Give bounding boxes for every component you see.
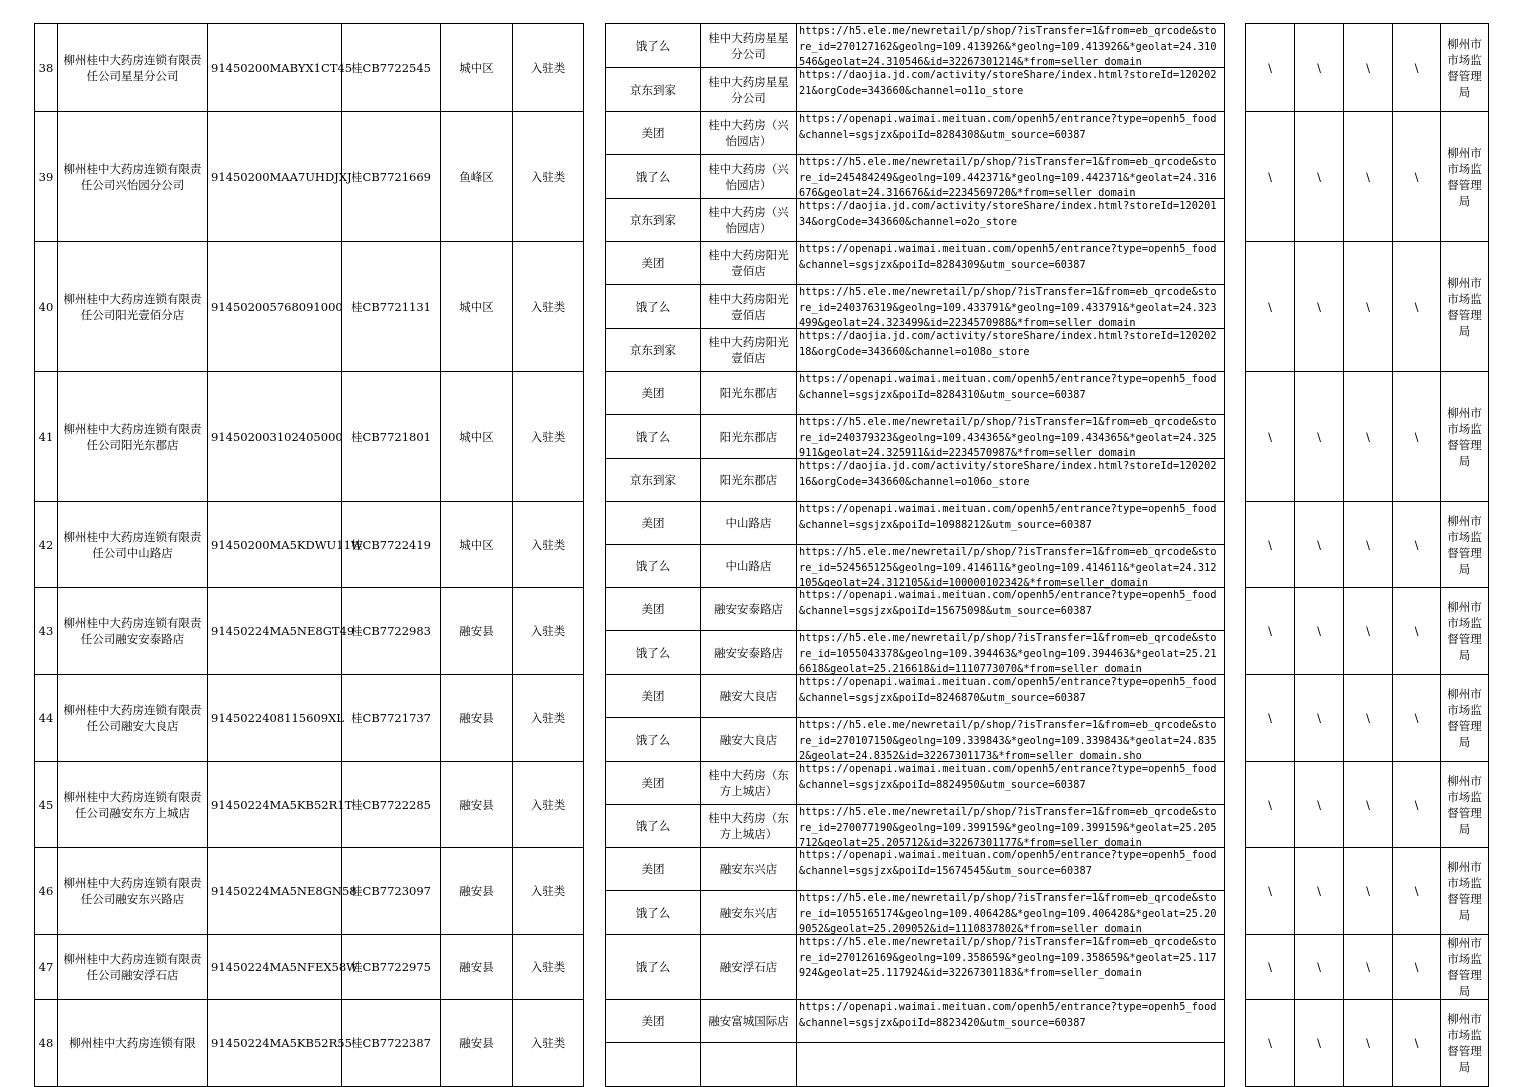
- column-gap-spacer: [584, 1000, 606, 1087]
- empty-mark-cell: \: [1393, 112, 1441, 242]
- store-name-cell: [701, 1043, 797, 1087]
- store-url-link[interactable]: https://h5.ele.me/newretail/p/shop/?isTransfer=1&from=eb_qrcode&store_id=1055043378&geolng=109.394463&*geolng=109.394463&*geolat=25.216618&geolat=25.216618&id=1110773070&*from=seller_domain: [799, 633, 1217, 675]
- store-name-cell: 中山路店: [701, 502, 797, 545]
- column-gap-spacer: [1225, 935, 1246, 1000]
- store-url-cell[interactable]: [797, 285, 1225, 329]
- store-url-cell[interactable]: [797, 675, 1225, 718]
- empty-mark-cell: \: [1393, 1000, 1441, 1087]
- license-number-cell: 桂CB7722419: [342, 502, 441, 588]
- store-url-link[interactable]: https://openapi.waimai.meituan.com/openh5/entrance?type=openh5_food&channel=sgsjzx&poiId=8823420&utm_source=60387: [799, 1002, 1217, 1029]
- license-number-cell: 桂CB7723097: [342, 848, 441, 935]
- store-url-link[interactable]: [799, 1043, 1222, 1085]
- store-url-link[interactable]: https://openapi.waimai.meituan.com/openh5/entrance?type=openh5_food&channel=sgsjzx&poiId=10988212&utm_source=60387: [799, 504, 1217, 531]
- store-name-cell: 桂中大药房（兴怡园店）: [701, 199, 797, 242]
- platform-cell: 饿了么: [606, 935, 701, 1000]
- store-url-cell[interactable]: [797, 935, 1225, 1000]
- platform-cell: 饿了么: [606, 545, 701, 588]
- store-url-link[interactable]: https://openapi.waimai.meituan.com/openh5/entrance?type=openh5_food&channel=sgsjzx&poiId=15675098&utm_source=60387: [799, 590, 1217, 617]
- store-url-link[interactable]: https://h5.ele.me/newretail/p/shop/?isTransfer=1&from=eb_qrcode&store_id=1055165174&geolng=109.406428&*geolng=109.406428&*geolat=25.209052&geolat=25.209052&id=1110837802&*from=seller_domain: [799, 893, 1217, 935]
- credit-code-cell: 914502003102405000: [208, 372, 342, 502]
- category-cell: 入驻类: [513, 935, 584, 1000]
- credit-code-cell: 91450200MA5KDWU11W: [208, 502, 342, 588]
- license-number-cell: 桂CB7722387: [342, 1000, 441, 1087]
- store-url-cell[interactable]: [797, 459, 1225, 502]
- store-url-link[interactable]: https://h5.ele.me/newretail/p/shop/?isTransfer=1&from=eb_qrcode&store_id=270107150&geolng=109.339843&*geolng=109.339843&*geolat=24.8352&geolat=24.8352&id=32267301173&*from=seller_domain.sho: [799, 720, 1217, 762]
- license-number-cell: 桂CB7722285: [342, 762, 441, 848]
- store-name-cell: 阳光东郡店: [701, 459, 797, 502]
- store-url-link[interactable]: https://openapi.waimai.meituan.com/openh5/entrance?type=openh5_food&channel=sgsjzx&poiId=8246870&utm_source=60387: [799, 677, 1217, 704]
- platform-cell: 美团: [606, 242, 701, 285]
- store-name-cell: 融安浮石店: [701, 935, 797, 1000]
- company-name-cell: 柳州桂中大药房连锁有限责任公司兴怡园分公司: [58, 112, 208, 242]
- empty-mark-cell: \: [1344, 112, 1393, 242]
- empty-mark-cell: \: [1295, 848, 1344, 935]
- district-cell: 融安县: [441, 848, 513, 935]
- authority-cell: 柳州市市场监督管理局: [1441, 112, 1489, 242]
- credit-code-cell: 9145022408115609XL: [208, 675, 342, 762]
- seq-number-cell: 43: [35, 588, 58, 675]
- platform-cell: 饿了么: [606, 631, 701, 675]
- store-url-link[interactable]: https://h5.ele.me/newretail/p/shop/?isTransfer=1&from=eb_qrcode&store_id=240379323&geolng=109.434365&*geolng=109.434365&*geolat=24.325911&geolat=24.325911&id=2234570987&*from=seller_domain: [799, 417, 1217, 459]
- empty-mark-cell: \: [1246, 24, 1295, 112]
- store-name-cell: 阳光东郡店: [701, 415, 797, 459]
- district-cell: 城中区: [441, 242, 513, 372]
- column-gap-spacer: [1225, 675, 1246, 762]
- category-cell: 入驻类: [513, 242, 584, 372]
- empty-mark-cell: \: [1393, 675, 1441, 762]
- platform-cell: 京东到家: [606, 68, 701, 112]
- store-url-link[interactable]: https://openapi.waimai.meituan.com/openh5/entrance?type=openh5_food&channel=sgsjzx&poiId=8284309&utm_source=60387: [799, 244, 1217, 271]
- license-number-cell: 桂CB7722983: [342, 588, 441, 675]
- store-url-cell[interactable]: [797, 199, 1225, 242]
- empty-mark-cell: \: [1246, 112, 1295, 242]
- store-name-cell: 桂中大药房星星分公司: [701, 24, 797, 68]
- district-cell: 城中区: [441, 372, 513, 502]
- store-url-cell[interactable]: [797, 545, 1225, 588]
- store-url-link[interactable]: https://h5.ele.me/newretail/p/shop/?isTransfer=1&from=eb_qrcode&store_id=245484249&geolng=109.442371&*geolng=109.442371&*geolat=24.316676&geolat=24.316676&id=2234569720&*from=seller_domain: [799, 157, 1217, 199]
- column-gap-spacer: [584, 848, 606, 935]
- company-name-cell: 柳州桂中大药房连锁有限责任公司中山路店: [58, 502, 208, 588]
- seq-number-cell: 44: [35, 675, 58, 762]
- district-cell: 融安县: [441, 675, 513, 762]
- store-url-link[interactable]: https://openapi.waimai.meituan.com/openh5/entrance?type=openh5_food&channel=sgsjzx&poiId=8284310&utm_source=60387: [799, 374, 1217, 401]
- store-name-cell: 桂中大药房（兴怡园店）: [701, 112, 797, 155]
- column-gap-spacer: [584, 112, 606, 242]
- store-url-link[interactable]: https://h5.ele.me/newretail/p/shop/?isTransfer=1&from=eb_qrcode&store_id=270126169&geolng=109.358659&*geolng=109.358659&*geolat=25.117924&geolat=25.117924&id=32267301183&*from=seller_domain: [799, 937, 1217, 979]
- store-url-link[interactable]: https://daojia.jd.com/activity/storeShare/index.html?storeId=12020216&orgCode=343660&channel=o106o_store: [799, 461, 1217, 488]
- category-cell: 入驻类: [513, 372, 584, 502]
- district-cell: 融安县: [441, 935, 513, 1000]
- platform-cell: 美团: [606, 502, 701, 545]
- column-gap-spacer: [584, 935, 606, 1000]
- store-name-cell: 桂中大药房（东方上城店）: [701, 762, 797, 805]
- platform-cell: 美团: [606, 112, 701, 155]
- column-gap-spacer: [584, 242, 606, 372]
- category-cell: 入驻类: [513, 588, 584, 675]
- category-cell: 入驻类: [513, 848, 584, 935]
- store-url-cell[interactable]: [797, 1043, 1225, 1087]
- platform-cell: 饿了么: [606, 415, 701, 459]
- authority-cell: 柳州市市场监督管理局: [1441, 502, 1489, 588]
- credit-code-cell: 91450224MA5KB52R55: [208, 1000, 342, 1087]
- store-url-link[interactable]: https://openapi.waimai.meituan.com/openh5/entrance?type=openh5_food&channel=sgsjzx&poiId=15674545&utm_source=60387: [799, 850, 1217, 877]
- column-gap-spacer: [1225, 24, 1246, 112]
- column-gap-spacer: [584, 502, 606, 588]
- table-row: [35, 242, 1489, 285]
- store-name-cell: 融安大良店: [701, 718, 797, 762]
- store-name-cell: 融安大良店: [701, 675, 797, 718]
- column-gap-spacer: [1225, 588, 1246, 675]
- credit-code-cell: 91450224MA5NFEX58W: [208, 935, 342, 1000]
- store-registry-table: [34, 23, 1489, 1087]
- store-url-cell[interactable]: [797, 631, 1225, 675]
- credit-code-cell: 91450224MA5NE8GT49: [208, 588, 342, 675]
- empty-mark-cell: \: [1393, 588, 1441, 675]
- store-name-cell: 桂中大药房（东方上城店）: [701, 805, 797, 848]
- store-url-link[interactable]: https://daojia.jd.com/activity/storeShare/index.html?storeId=12020218&orgCode=343660&channel=o108o_store: [799, 331, 1217, 358]
- column-gap-spacer: [1225, 502, 1246, 588]
- platform-cell: 美团: [606, 848, 701, 891]
- company-name-cell: 柳州桂中大药房连锁有限责任公司融安东方上城店: [58, 762, 208, 848]
- table-row: [35, 762, 1489, 805]
- authority-cell: 柳州市市场监督管理局: [1441, 24, 1489, 112]
- table-row: [35, 848, 1489, 891]
- license-number-cell: 桂CB7721669: [342, 112, 441, 242]
- table-row: [35, 675, 1489, 718]
- store-url-cell[interactable]: [797, 805, 1225, 848]
- authority-cell: 柳州市市场监督管理局: [1441, 242, 1489, 372]
- table-row: [35, 588, 1489, 631]
- license-number-cell: 桂CB7722975: [342, 935, 441, 1000]
- company-name-cell: 柳州桂中大药房连锁有限责任公司融安大良店: [58, 675, 208, 762]
- empty-mark-cell: \: [1393, 24, 1441, 112]
- empty-mark-cell: \: [1344, 762, 1393, 848]
- platform-cell: 美团: [606, 762, 701, 805]
- empty-mark-cell: \: [1344, 242, 1393, 372]
- district-cell: 融安县: [441, 588, 513, 675]
- platform-cell: 京东到家: [606, 329, 701, 372]
- empty-mark-cell: \: [1344, 675, 1393, 762]
- column-gap-spacer: [1225, 848, 1246, 935]
- platform-cell: 京东到家: [606, 199, 701, 242]
- category-cell: 入驻类: [513, 675, 584, 762]
- column-gap-spacer: [1225, 372, 1246, 502]
- empty-mark-cell: \: [1295, 242, 1344, 372]
- empty-mark-cell: \: [1344, 502, 1393, 588]
- platform-cell: 饿了么: [606, 891, 701, 935]
- seq-number-cell: 48: [35, 1000, 58, 1087]
- district-cell: 鱼峰区: [441, 112, 513, 242]
- empty-mark-cell: \: [1393, 935, 1441, 1000]
- store-url-cell[interactable]: [797, 718, 1225, 762]
- store-name-cell: 融安富城国际店: [701, 1000, 797, 1043]
- store-url-link[interactable]: https://h5.ele.me/newretail/p/shop/?isTransfer=1&from=eb_qrcode&store_id=524565125&geolng=109.414611&*geolng=109.414611&*geolat=24.312105&geolat=24.312105&id=100000102342&*from=seller_domain: [799, 547, 1217, 589]
- store-url-cell[interactable]: [797, 155, 1225, 199]
- empty-mark-cell: \: [1295, 112, 1344, 242]
- store-url-cell[interactable]: [797, 762, 1225, 805]
- district-cell: 融安县: [441, 1000, 513, 1087]
- empty-mark-cell: \: [1393, 242, 1441, 372]
- empty-mark-cell: \: [1246, 848, 1295, 935]
- store-url-cell[interactable]: [797, 68, 1225, 112]
- column-gap-spacer: [584, 762, 606, 848]
- store-url-cell[interactable]: [797, 112, 1225, 155]
- category-cell: 入驻类: [513, 112, 584, 242]
- store-url-cell[interactable]: [797, 848, 1225, 891]
- store-name-cell: 融安安泰路店: [701, 631, 797, 675]
- empty-mark-cell: \: [1295, 502, 1344, 588]
- platform-cell: 美团: [606, 675, 701, 718]
- empty-mark-cell: \: [1344, 588, 1393, 675]
- empty-mark-cell: \: [1246, 1000, 1295, 1087]
- store-name-cell: 桂中大药房星星分公司: [701, 68, 797, 112]
- empty-mark-cell: \: [1344, 935, 1393, 1000]
- credit-code-cell: 914502005768091000: [208, 242, 342, 372]
- empty-mark-cell: \: [1246, 675, 1295, 762]
- empty-mark-cell: \: [1246, 372, 1295, 502]
- authority-cell: 柳州市市场监督管理局: [1441, 588, 1489, 675]
- column-gap-spacer: [584, 24, 606, 112]
- store-url-cell[interactable]: [797, 588, 1225, 631]
- district-cell: 融安县: [441, 762, 513, 848]
- empty-mark-cell: \: [1393, 762, 1441, 848]
- store-url-link[interactable]: https://daojia.jd.com/activity/storeShare/index.html?storeId=12020134&orgCode=343660&channel=o2o_store: [799, 201, 1217, 228]
- empty-mark-cell: \: [1295, 675, 1344, 762]
- empty-mark-cell: \: [1344, 24, 1393, 112]
- company-name-cell: 柳州桂中大药房连锁有限责任公司融安东兴路店: [58, 848, 208, 935]
- seq-number-cell: 38: [35, 24, 58, 112]
- license-number-cell: 桂CB7721801: [342, 372, 441, 502]
- empty-mark-cell: \: [1295, 935, 1344, 1000]
- seq-number-cell: 39: [35, 112, 58, 242]
- seq-number-cell: 45: [35, 762, 58, 848]
- empty-mark-cell: \: [1393, 372, 1441, 502]
- license-number-cell: 桂CB7722545: [342, 24, 441, 112]
- company-name-cell: 柳州桂中大药房连锁有限责任公司阳光东郡店: [58, 372, 208, 502]
- store-url-link[interactable]: https://openapi.waimai.meituan.com/openh5/entrance?type=openh5_food&channel=sgsjzx&poiId=8284308&utm_source=60387: [799, 114, 1217, 141]
- category-cell: 入驻类: [513, 24, 584, 112]
- seq-number-cell: 42: [35, 502, 58, 588]
- license-number-cell: 桂CB7721737: [342, 675, 441, 762]
- platform-cell: 京东到家: [606, 459, 701, 502]
- category-cell: 入驻类: [513, 1000, 584, 1087]
- store-name-cell: 融安东兴店: [701, 848, 797, 891]
- store-url-cell[interactable]: [797, 415, 1225, 459]
- seq-number-cell: 46: [35, 848, 58, 935]
- spreadsheet-page: [34, 23, 1488, 1074]
- platform-cell: 饿了么: [606, 24, 701, 68]
- store-url-link[interactable]: https://h5.ele.me/newretail/p/shop/?isTransfer=1&from=eb_qrcode&store_id=240376319&geolng=109.433791&*geolng=109.433791&*geolat=24.323499&geolat=24.323499&id=2234570988&*from=seller_domain: [799, 287, 1217, 329]
- credit-code-cell: 91450200MABYX1CT45: [208, 24, 342, 112]
- store-name-cell: 桂中大药房（兴怡园店）: [701, 155, 797, 199]
- column-gap-spacer: [584, 675, 606, 762]
- empty-mark-cell: \: [1393, 848, 1441, 935]
- empty-mark-cell: \: [1246, 762, 1295, 848]
- store-url-link[interactable]: https://h5.ele.me/newretail/p/shop/?isTransfer=1&from=eb_qrcode&store_id=270077190&geolng=109.399159&*geolng=109.399159&*geolat=25.205712&geolat=25.205712&id=32267301177&*from=seller_domain: [799, 807, 1217, 849]
- store-url-cell[interactable]: [797, 502, 1225, 545]
- store-url-link[interactable]: https://daojia.jd.com/activity/storeShare/index.html?storeId=12020221&orgCode=343660&channel=o11o_store: [799, 70, 1217, 97]
- platform-cell: 美团: [606, 1000, 701, 1043]
- store-url-link[interactable]: https://openapi.waimai.meituan.com/openh5/entrance?type=openh5_food&channel=sgsjzx&poiId=8824950&utm_source=60387: [799, 764, 1217, 791]
- store-url-link[interactable]: https://h5.ele.me/newretail/p/shop/?isTransfer=1&from=eb_qrcode&store_id=270127162&geolng=109.413926&*geolng=109.413926&*geolat=24.310546&geolat=24.310546&id=32267301214&*from=seller_domain: [799, 26, 1217, 68]
- empty-mark-cell: \: [1246, 935, 1295, 1000]
- platform-cell: 饿了么: [606, 155, 701, 199]
- store-url-cell[interactable]: [797, 242, 1225, 285]
- credit-code-cell: 91450224MA5NE8GN58: [208, 848, 342, 935]
- seq-number-cell: 40: [35, 242, 58, 372]
- store-url-cell[interactable]: [797, 891, 1225, 935]
- empty-mark-cell: \: [1295, 1000, 1344, 1087]
- credit-code-cell: 91450200MAA7UHDJXJ: [208, 112, 342, 242]
- authority-cell: 柳州市市场监督管理局: [1441, 675, 1489, 762]
- column-gap-spacer: [584, 372, 606, 502]
- column-gap-spacer: [1225, 242, 1246, 372]
- empty-mark-cell: \: [1246, 502, 1295, 588]
- column-gap-spacer: [1225, 762, 1246, 848]
- store-name-cell: 融安安泰路店: [701, 588, 797, 631]
- authority-cell: 柳州市市场监督管理局: [1441, 848, 1489, 935]
- column-gap-spacer: [1225, 1000, 1246, 1087]
- table-row: [35, 372, 1489, 415]
- empty-mark-cell: \: [1295, 372, 1344, 502]
- empty-mark-cell: \: [1295, 588, 1344, 675]
- store-url-cell[interactable]: [797, 329, 1225, 372]
- store-name-cell: 桂中大药房阳光壹佰店: [701, 285, 797, 329]
- authority-cell: 柳州市市场监督管理局: [1441, 372, 1489, 502]
- table-row: [35, 1000, 1489, 1043]
- table-row: [35, 24, 1489, 68]
- company-name-cell: 柳州桂中大药房连锁有限责任公司星星分公司: [58, 24, 208, 112]
- platform-cell: 饿了么: [606, 718, 701, 762]
- platform-cell: [606, 1043, 701, 1087]
- store-name-cell: 中山路店: [701, 545, 797, 588]
- empty-mark-cell: \: [1344, 372, 1393, 502]
- empty-mark-cell: \: [1393, 502, 1441, 588]
- company-name-cell: 柳州桂中大药房连锁有限责任公司融安浮石店: [58, 935, 208, 1000]
- platform-cell: 饿了么: [606, 285, 701, 329]
- authority-cell: 柳州市市场监督管理局: [1441, 1000, 1489, 1087]
- district-cell: 城中区: [441, 24, 513, 112]
- store-name-cell: 桂中大药房阳光壹佰店: [701, 242, 797, 285]
- license-number-cell: 桂CB7721131: [342, 242, 441, 372]
- authority-cell: 柳州市市场监督管理局: [1441, 935, 1489, 1000]
- store-url-cell[interactable]: [797, 1000, 1225, 1043]
- store-name-cell: 融安东兴店: [701, 891, 797, 935]
- district-cell: 城中区: [441, 502, 513, 588]
- company-name-cell: 柳州桂中大药房连锁有限: [58, 1000, 208, 1087]
- column-gap-spacer: [584, 588, 606, 675]
- store-url-cell[interactable]: [797, 372, 1225, 415]
- store-name-cell: 桂中大药房阳光壹佰店: [701, 329, 797, 372]
- empty-mark-cell: \: [1246, 242, 1295, 372]
- store-url-cell[interactable]: [797, 24, 1225, 68]
- platform-cell: 美团: [606, 588, 701, 631]
- column-gap-spacer: [1225, 112, 1246, 242]
- platform-cell: 美团: [606, 372, 701, 415]
- platform-cell: 饿了么: [606, 805, 701, 848]
- empty-mark-cell: \: [1295, 24, 1344, 112]
- seq-number-cell: 47: [35, 935, 58, 1000]
- credit-code-cell: 91450224MA5KB52R1T: [208, 762, 342, 848]
- table-row: [35, 112, 1489, 155]
- empty-mark-cell: \: [1295, 762, 1344, 848]
- empty-mark-cell: \: [1246, 588, 1295, 675]
- seq-number-cell: 41: [35, 372, 58, 502]
- category-cell: 入驻类: [513, 762, 584, 848]
- empty-mark-cell: \: [1344, 1000, 1393, 1087]
- authority-cell: 柳州市市场监督管理局: [1441, 762, 1489, 848]
- table-row: [35, 502, 1489, 545]
- store-name-cell: 阳光东郡店: [701, 372, 797, 415]
- company-name-cell: 柳州桂中大药房连锁有限责任公司融安安泰路店: [58, 588, 208, 675]
- category-cell: 入驻类: [513, 502, 584, 588]
- company-name-cell: 柳州桂中大药房连锁有限责任公司阳光壹佰分店: [58, 242, 208, 372]
- table-row: [35, 935, 1489, 1000]
- empty-mark-cell: \: [1344, 848, 1393, 935]
